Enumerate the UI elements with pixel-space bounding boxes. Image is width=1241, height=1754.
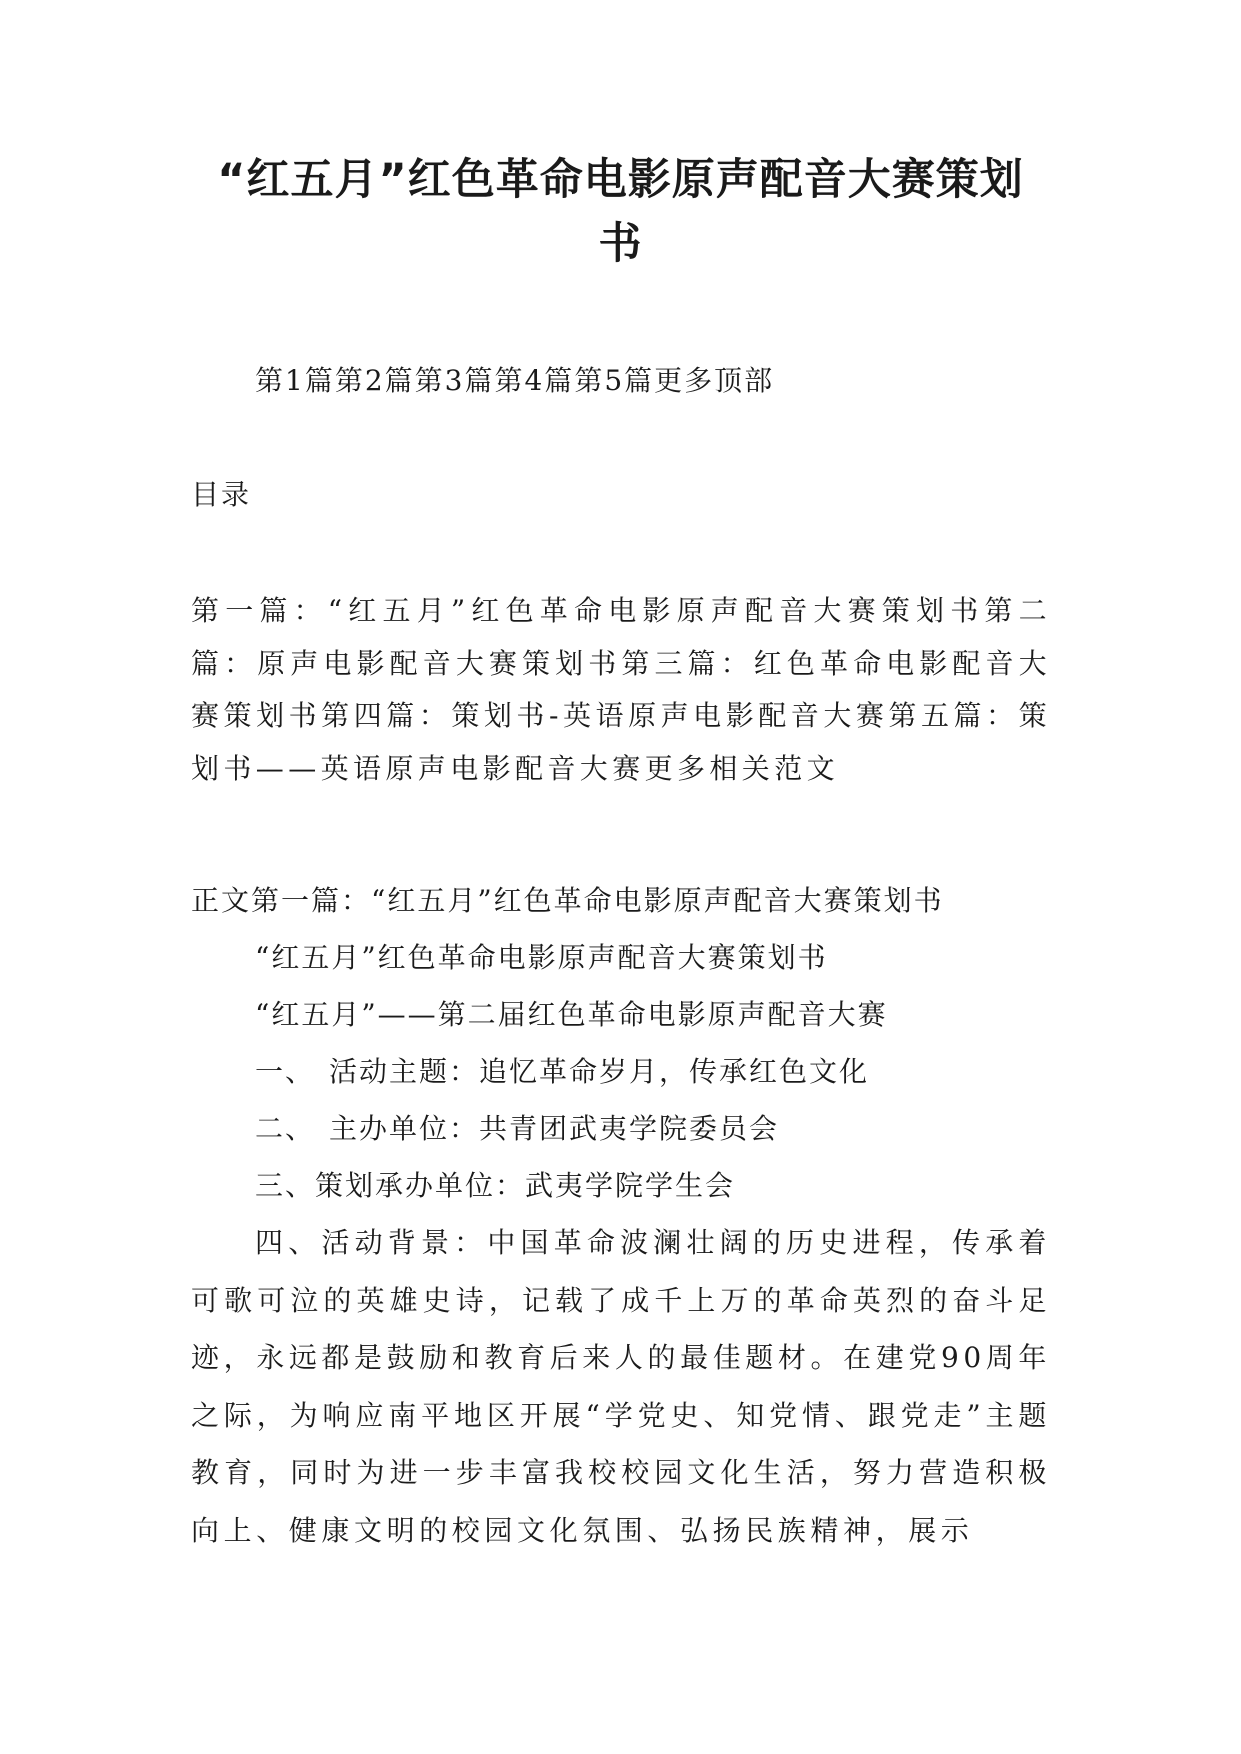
nav-link-part-2[interactable]: 第2篇 xyxy=(334,364,415,397)
chapter-nav xyxy=(255,361,774,401)
nav-link-part-4[interactable]: 第4篇 xyxy=(494,364,575,397)
document-title xyxy=(150,148,1091,276)
body-heading: 正文第一篇：“红五月”红色革命电影原声配音大赛策划书 xyxy=(191,884,944,917)
toc-heading: 目录 xyxy=(191,478,252,511)
list-item-text: 主办单位：共青团武夷学院委员会 xyxy=(329,1112,780,1145)
title-line-2: 书 xyxy=(598,219,643,269)
nav-link-part-5[interactable]: 第5篇 xyxy=(574,364,655,397)
nav-link-part-3[interactable]: 第3篇 xyxy=(414,364,495,397)
main-body xyxy=(191,872,1051,1559)
list-item-number: 三、 xyxy=(255,1169,316,1202)
subtitle-2: “红五月”——第二届红色革命电影原声配音大赛 xyxy=(255,998,888,1031)
list-item-number: 二、 xyxy=(255,1112,316,1145)
nav-link-part-1[interactable]: 第1篇 xyxy=(255,364,335,397)
list-item-number: 一、 xyxy=(255,1055,316,1088)
title-line-1: “红五月”红色革命电影原声配音大赛策划 xyxy=(217,155,1024,205)
toc-body: 第一篇：“红五月”红色革命电影原声配音大赛策划书第二篇：原声电影配音大赛策划书第三篇：红色革命电影配音大赛策划书第四篇：策划书-英语原声电影配音大赛第五篇：策划书——英语原声电影配音大赛更多相关范文 xyxy=(191,594,1051,785)
list-item xyxy=(191,1157,1051,1214)
list-item xyxy=(191,1043,1051,1100)
list-item-text: 活动主题：追忆革命岁月，传承红色文化 xyxy=(329,1055,870,1088)
list-item-text: 策划承办单位：武夷学院学生会 xyxy=(315,1169,736,1202)
subtitle-1: “红五月”红色革命电影原声配音大赛策划书 xyxy=(255,941,828,974)
nav-link-top[interactable]: 顶部 xyxy=(714,364,775,397)
nav-link-more[interactable]: 更多 xyxy=(654,364,715,397)
list-item xyxy=(191,1100,1051,1157)
background-paragraph: 四、活动背景：中国革命波澜壮阔的历史进程，传承着可歌可泣的英雄史诗，记载了成千上万的革命英烈的奋斗足迹，永远都是鼓励和教育后来人的最佳题材。在建党90周年之际，为响应南平地区开展“学党史、知党情、跟党走”主题教育，同时为进一步丰富我校校园文化生活，努力营造积极向上、健康文明的校园文化氛围、弘扬民族精神，展示 xyxy=(191,1226,1051,1547)
